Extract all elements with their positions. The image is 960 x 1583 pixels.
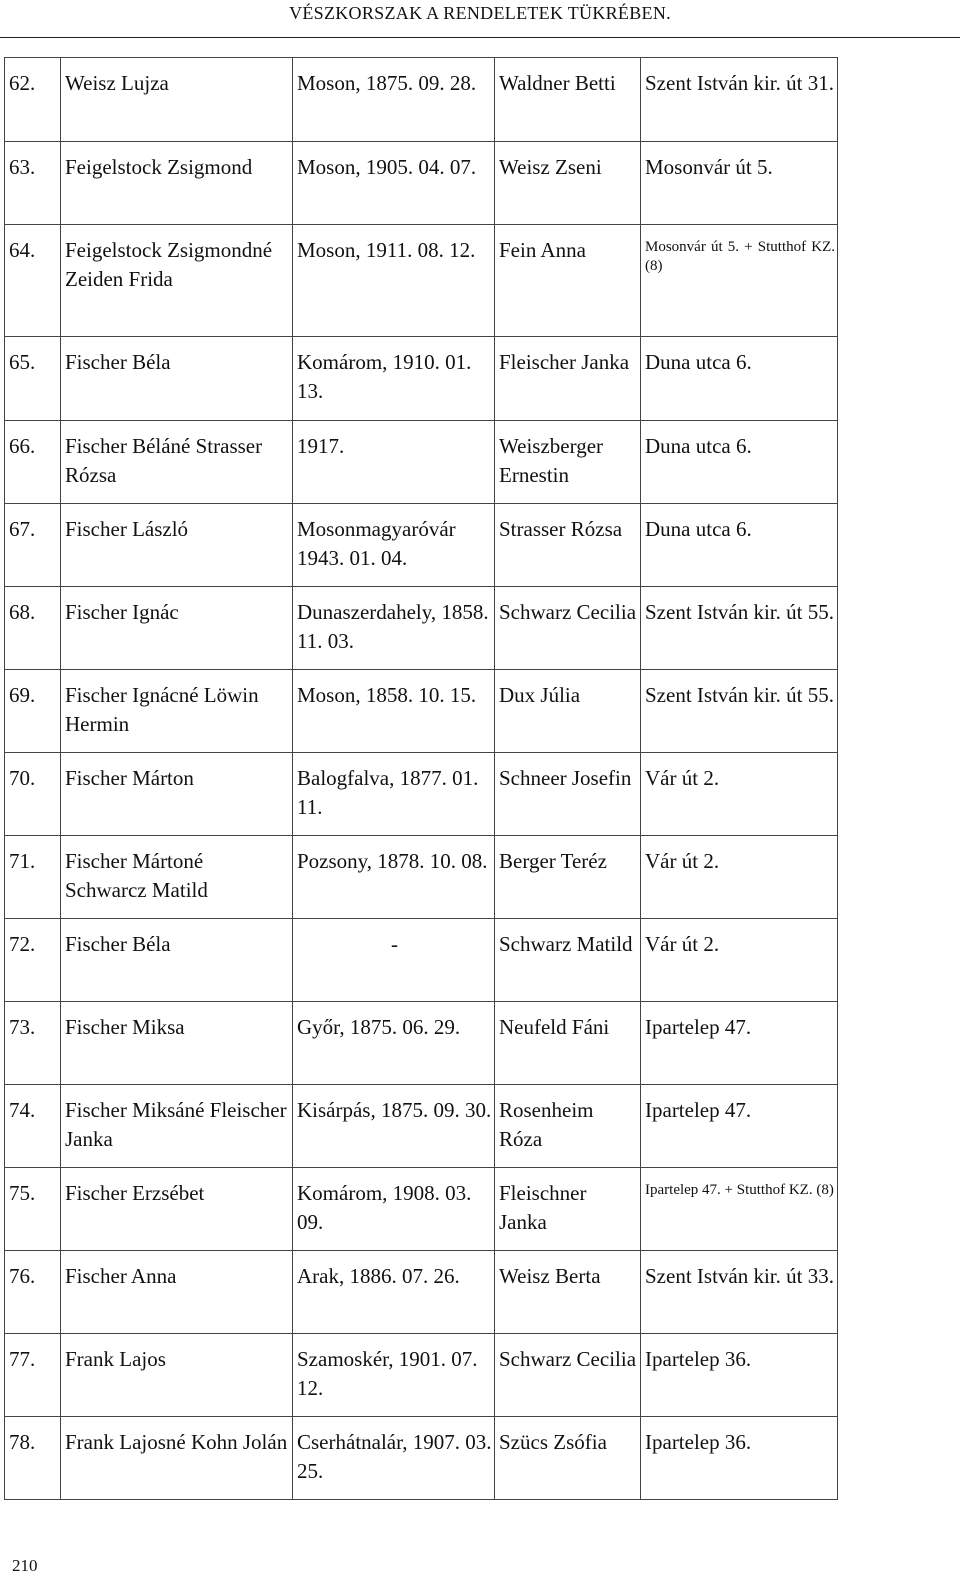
table-row: [5, 142, 838, 225]
birth-place-date: Moson, 1858. 10. 15.: [293, 670, 495, 753]
address: Duna utca 6.: [641, 504, 838, 587]
address: Ipartelep 36.: [641, 1417, 838, 1500]
row-number: 68.: [5, 587, 61, 670]
row-number: 69.: [5, 670, 61, 753]
birth-place-date: Balogfalva, 1877. 01. 11.: [293, 753, 495, 836]
person-name: Fischer Béláné Strasser Rózsa: [61, 421, 293, 504]
row-number: 74.: [5, 1085, 61, 1168]
row-number: 62.: [5, 58, 61, 142]
mother-name: Schwarz Cecilia: [495, 587, 641, 670]
person-name: Fischer Miksáné Fleischer Janka: [61, 1085, 293, 1168]
mother-name: Schwarz Cecilia: [495, 1334, 641, 1417]
birth-place-date: Szamoskér, 1901. 07. 12.: [293, 1334, 495, 1417]
mother-name: Szücs Zsófia: [495, 1417, 641, 1500]
table-row: [5, 919, 838, 1002]
table-row: [5, 1417, 838, 1500]
address: Szent István kir. út 55.: [641, 670, 838, 753]
person-name: Fischer Ignác: [61, 587, 293, 670]
birth-place-date: Moson, 1875. 09. 28.: [293, 58, 495, 142]
address: Ipartelep 36.: [641, 1334, 838, 1417]
birth-place-date: Komárom, 1910. 01. 13.: [293, 337, 495, 421]
table-row: [5, 670, 838, 753]
mother-name: Berger Teréz: [495, 836, 641, 919]
mother-name: Schneer Josefin: [495, 753, 641, 836]
mother-name: Fein Anna: [495, 225, 641, 337]
person-name: Fischer Béla: [61, 919, 293, 1002]
address: Szent István kir. út 33.: [641, 1251, 838, 1334]
person-name: Fischer Anna: [61, 1251, 293, 1334]
table-row: [5, 753, 838, 836]
person-name: Feigelstock Zsigmondné Zeiden Frida: [61, 225, 293, 337]
table-row: [5, 1251, 838, 1334]
birth-place-date: Győr, 1875. 06. 29.: [293, 1002, 495, 1085]
page-number: 210: [12, 1556, 38, 1575]
address: Vár út 2.: [641, 753, 838, 836]
mother-name: Weisz Berta: [495, 1251, 641, 1334]
table-row: [5, 58, 838, 142]
birth-place-date: Arak, 1886. 07. 26.: [293, 1251, 495, 1334]
address: Mosonvár út 5.: [641, 142, 838, 225]
birth-place-date: Dunaszerdahely, 1858. 11. 03.: [293, 587, 495, 670]
table-row: [5, 836, 838, 919]
running-title: VÉSZKORSZAK A RENDELETEK TÜKRÉBEN.: [289, 3, 671, 23]
address: Duna utca 6.: [641, 421, 838, 504]
birth-place-date: -: [293, 919, 495, 1002]
birth-place-date: Mosonmagyaróvár 1943. 01. 04.: [293, 504, 495, 587]
row-number: 65.: [5, 337, 61, 421]
birth-place-date: Moson, 1905. 04. 07.: [293, 142, 495, 225]
address: Vár út 2.: [641, 919, 838, 1002]
row-number: 76.: [5, 1251, 61, 1334]
row-number: 77.: [5, 1334, 61, 1417]
table-row: [5, 1168, 838, 1251]
birth-place-date: Kisárpás, 1875. 09. 30.: [293, 1085, 495, 1168]
mother-name: Weiszberger Ernestin: [495, 421, 641, 504]
row-number: 63.: [5, 142, 61, 225]
address: Szent István kir. út 31.: [641, 58, 838, 142]
address: Vár út 2.: [641, 836, 838, 919]
address: Ipartelep 47. + Stutthof KZ. (8): [641, 1168, 838, 1251]
table-row: [5, 1002, 838, 1085]
person-name: Fischer Miksa: [61, 1002, 293, 1085]
address: Mosonvár út 5. + Stutthof KZ. (8): [641, 225, 838, 337]
table-row: [5, 1085, 838, 1168]
mother-name: Fleischer Janka: [495, 337, 641, 421]
mother-name: Dux Júlia: [495, 670, 641, 753]
birth-place-date: Cserhátnalár, 1907. 03. 25.: [293, 1417, 495, 1500]
row-number: 75.: [5, 1168, 61, 1251]
address: Szent István kir. út 55.: [641, 587, 838, 670]
mother-name: Strasser Rózsa: [495, 504, 641, 587]
mother-name: Rosenheim Róza: [495, 1085, 641, 1168]
person-name: Weisz Lujza: [61, 58, 293, 142]
person-name: Fischer Erzsébet: [61, 1168, 293, 1251]
address: Ipartelep 47.: [641, 1002, 838, 1085]
mother-name: Neufeld Fáni: [495, 1002, 641, 1085]
row-number: 66.: [5, 421, 61, 504]
row-number: 72.: [5, 919, 61, 1002]
birth-place-date: 1917.: [293, 421, 495, 504]
deportee-registry-table: [4, 57, 838, 1500]
table-row: [5, 504, 838, 587]
person-name: Fischer László: [61, 504, 293, 587]
row-number: 67.: [5, 504, 61, 587]
row-number: 71.: [5, 836, 61, 919]
mother-name: Waldner Betti: [495, 58, 641, 142]
table-row: [5, 1334, 838, 1417]
address: Duna utca 6.: [641, 337, 838, 421]
birth-place-date: Komárom, 1908. 03. 09.: [293, 1168, 495, 1251]
person-name: Fischer Béla: [61, 337, 293, 421]
person-name: Frank Lajos: [61, 1334, 293, 1417]
row-number: 64.: [5, 225, 61, 337]
table-row: [5, 225, 838, 337]
birth-place-date: Moson, 1911. 08. 12.: [293, 225, 495, 337]
person-name: Fischer Márton: [61, 753, 293, 836]
row-number: 78.: [5, 1417, 61, 1500]
header-rule: [0, 37, 960, 38]
table-row: [5, 421, 838, 504]
birth-place-date: Pozsony, 1878. 10. 08.: [293, 836, 495, 919]
person-name: Feigelstock Zsigmond: [61, 142, 293, 225]
person-name: Frank Lajosné Kohn Jolán: [61, 1417, 293, 1500]
mother-name: Fleischner Janka: [495, 1168, 641, 1251]
row-number: 73.: [5, 1002, 61, 1085]
address: Ipartelep 47.: [641, 1085, 838, 1168]
table-row: [5, 337, 838, 421]
person-name: Fischer Ignácné Löwin Hermin: [61, 670, 293, 753]
row-number: 70.: [5, 753, 61, 836]
table-row: [5, 587, 838, 670]
mother-name: Weisz Zseni: [495, 142, 641, 225]
person-name: Fischer Mártoné Schwarcz Matild: [61, 836, 293, 919]
mother-name: Schwarz Matild: [495, 919, 641, 1002]
